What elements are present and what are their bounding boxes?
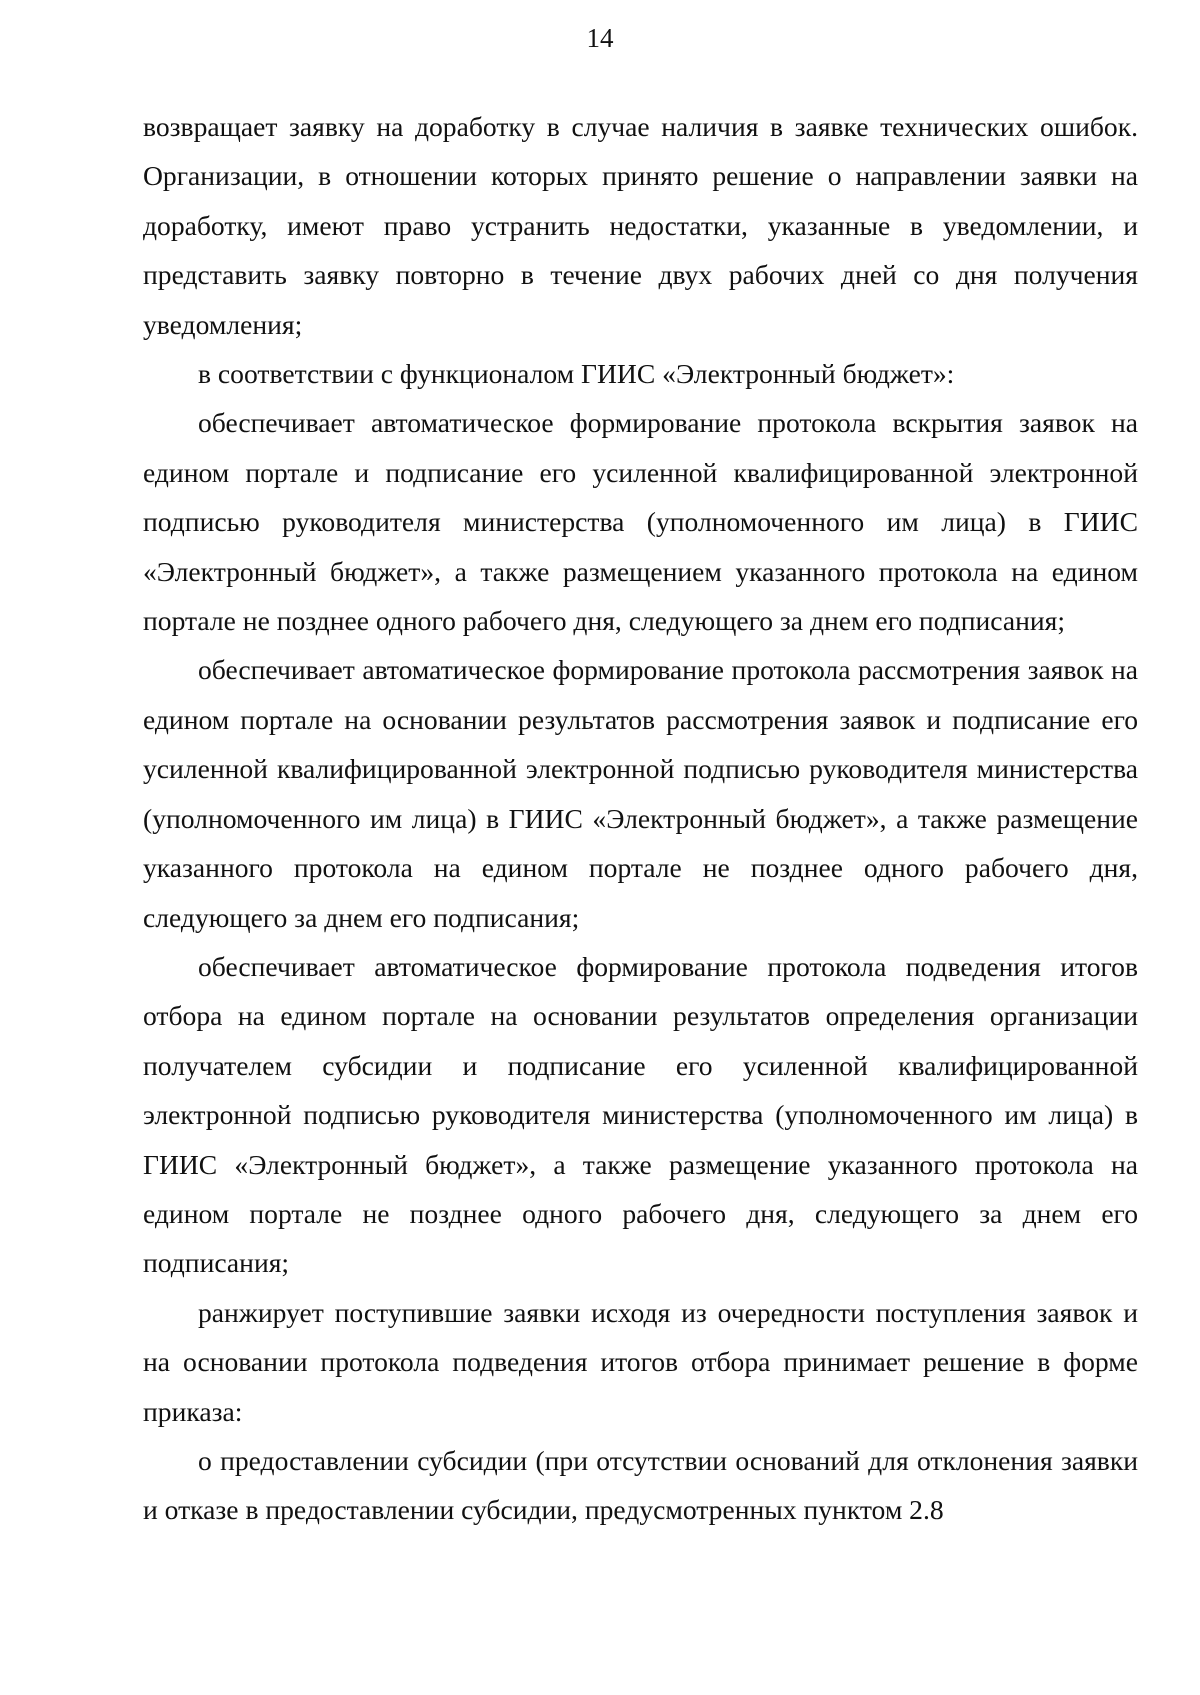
paragraph-return-application: возвращает заявку на доработку в случае наличия в заявке технических ошибок. Организации, в отношении которых принято решение о направлении заявки на доработку, имеют право устранить недостатки, указанные в уведомлении, и представить заявку повторно в течение двух рабочих дней со дня получения уведомления;: [143, 111, 1138, 340]
paragraph-ranking: ранжирует поступившие заявки исходя из очередности поступления заявок и на основании протокола подведения итогов отбора принимает решение в форме приказа:: [143, 1296, 1138, 1427]
paragraph-results-protocol: обеспечивает автоматическое формирование протокола подведения итогов отбора на едином портале на основании результатов определения организации получателем субсидии и подписание его усиленной квалифицированной электронной подписью руководителя министерства (уполномоченного им лица) в ГИИС «Электронный бюджет», а также размещение указанного протокола на едином портале не позднее одного рабочего дня, следующего за днем его подписания;: [143, 950, 1138, 1279]
paragraph-subsidy-decision: о предоставлении субсидии (при отсутствии оснований для отклонения заявки и отказе в предоставлении субсидии, предусмотренных пунктом 2.8: [143, 1444, 1138, 1526]
page-number: 14: [586, 23, 614, 53]
paragraph-review-protocol: обеспечивает автоматическое формирование протокола рассмотрения заявок на едином портале на основании результатов рассмотрения заявок и подписание его усиленной квалифицированной электронной подписью руководителя министерства (уполномоченного им лица) в ГИИС «Электронный бюджет», а также размещение указанного протокола на едином портале не позднее одного рабочего дня, следующего за днем его подписания;: [143, 654, 1138, 933]
document-body: [143, 102, 1138, 1535]
paragraph-opening-protocol: обеспечивает автоматическое формирование протокола вскрытия заявок на едином портале и подписание его усиленной квалифицированной электронной подписью руководителя министерства (уполномоченного им лица) в ГИИС «Электронный бюджет», а также размещением указанного протокола на едином портале не позднее одного рабочего дня, следующего за днем его подписания;: [143, 407, 1138, 637]
paragraph-giis-functionality: в соответствии с функционалом ГИИС «Электронный бюджет»:: [198, 358, 955, 390]
